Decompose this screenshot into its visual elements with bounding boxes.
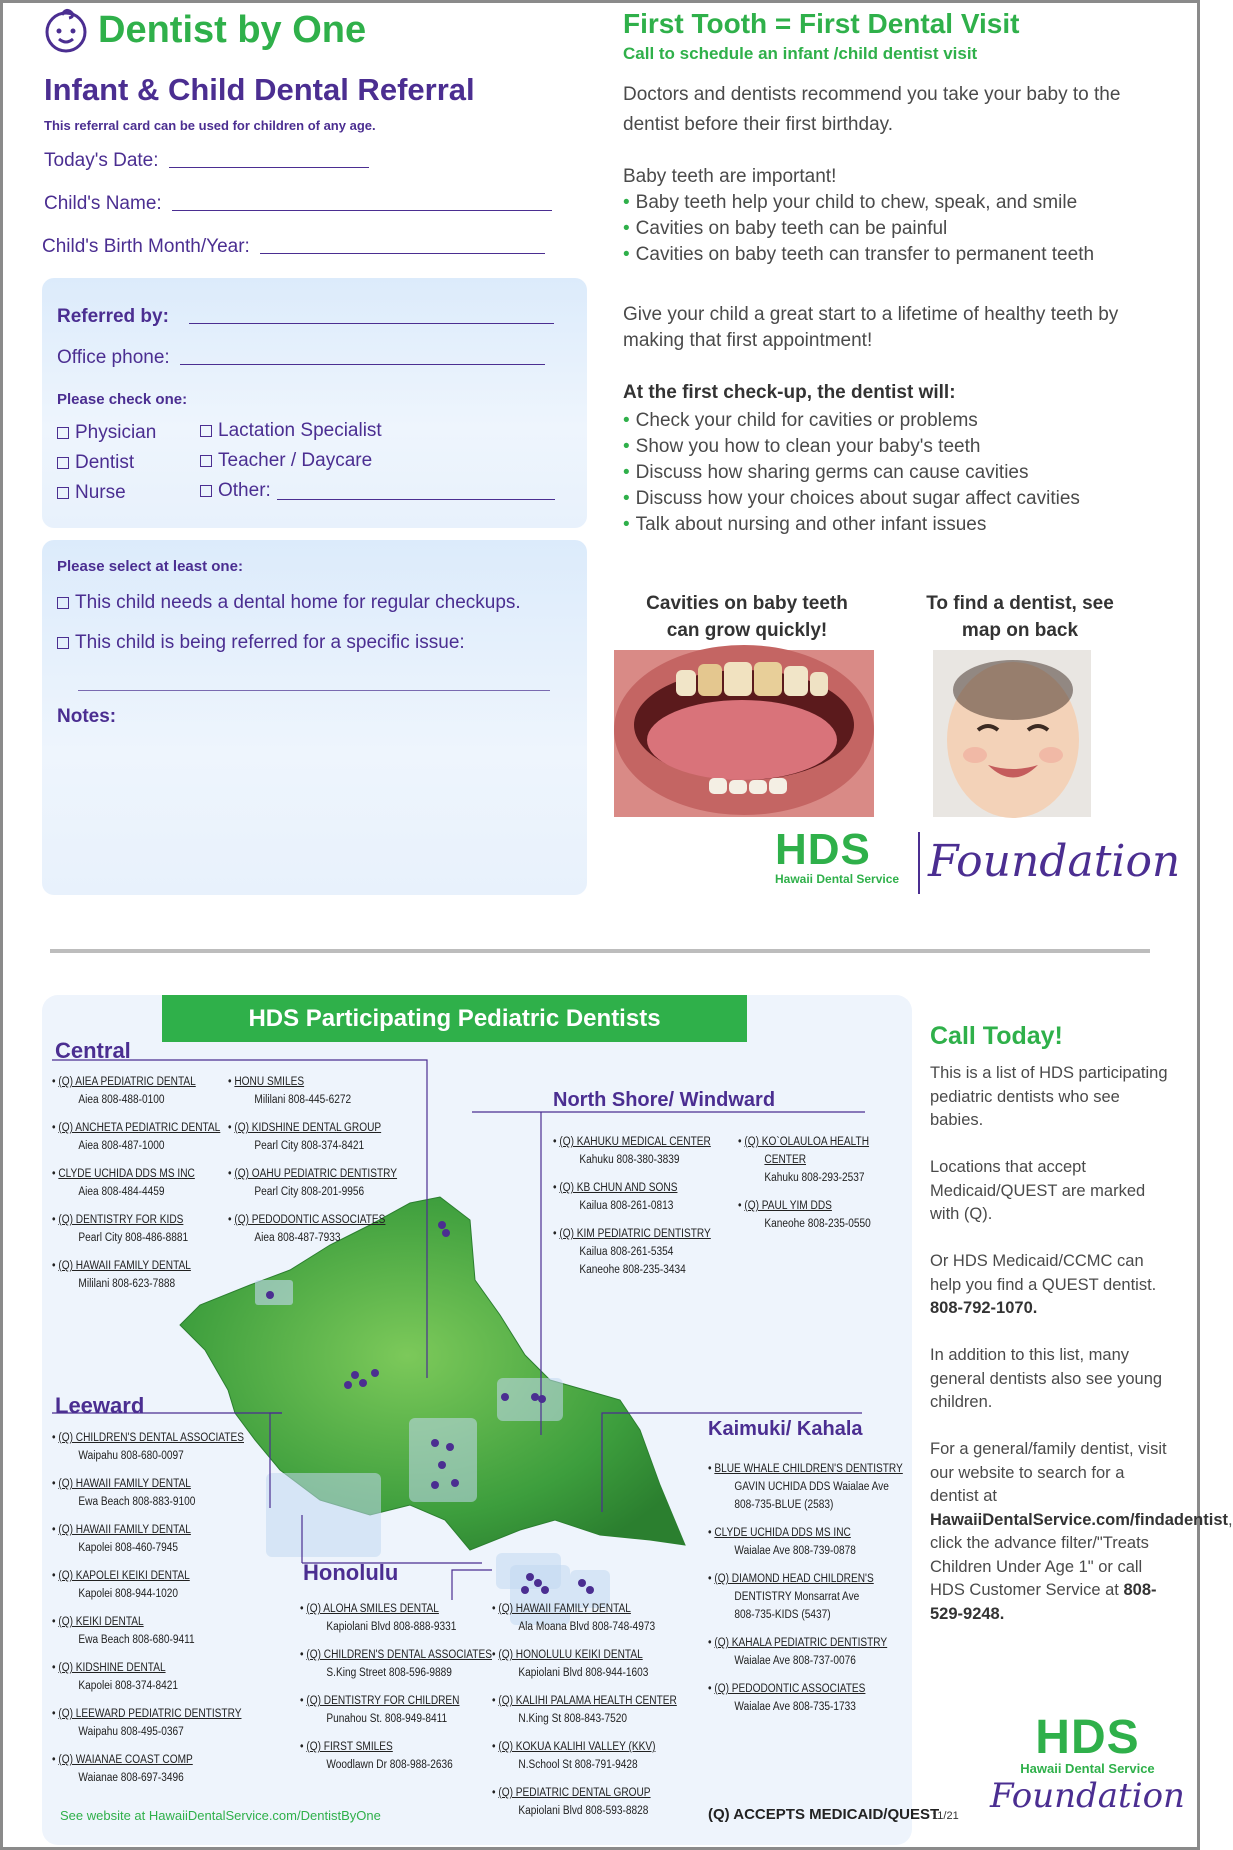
dentist-detail: Waialae Ave 808-739-0878 bbox=[734, 1545, 856, 1557]
foundation-wordmark: Foundation bbox=[928, 836, 1181, 887]
region-kaimuki: Kaimuki/ Kahala bbox=[708, 1418, 863, 1440]
list-item: • Cavities on baby teeth can transfer to permanent teeth bbox=[623, 244, 1095, 265]
north-right-list bbox=[738, 1133, 889, 1243]
dentist-name[interactable]: (Q) KOKUA KALIHI VALLEY (KKV) bbox=[498, 1741, 656, 1753]
option-physician[interactable] bbox=[57, 418, 156, 448]
dentist-name[interactable]: CLYDE UCHIDA DDS MS INC bbox=[58, 1168, 195, 1180]
select-heading: Please select at least one: bbox=[57, 558, 243, 575]
card-title: Infant & Child Dental Referral bbox=[44, 72, 475, 107]
dentist-name[interactable]: (Q) KAPOLEI KEIKI DENTAL bbox=[58, 1570, 190, 1582]
caption-line: To find a dentist, see bbox=[926, 593, 1114, 614]
dentist-name[interactable]: (Q) DENTISTRY FOR CHILDREN bbox=[306, 1695, 460, 1707]
list-item: • (Q) WAIANAE COAST COMP Waianae 808-697-3496 bbox=[52, 1751, 244, 1787]
region-north-shore: North Shore/ Windward bbox=[553, 1089, 776, 1111]
options-left bbox=[57, 418, 156, 508]
dentist-name[interactable]: (Q) DIAMOND HEAD CHILDREN'S bbox=[714, 1573, 874, 1585]
logo-divider bbox=[918, 832, 920, 894]
hds-subtitle: Hawaii Dental Service bbox=[1020, 1761, 1155, 1776]
great-start-line-1: Give your child a great start to a lifetime of healthy teeth by bbox=[623, 304, 1119, 325]
honolulu-right-list bbox=[492, 1600, 702, 1830]
notes-label: Notes: bbox=[57, 706, 117, 727]
dentist-name[interactable]: (Q) KO`OLAULOA HEALTH bbox=[744, 1136, 870, 1148]
option-nurse[interactable] bbox=[57, 478, 156, 508]
office-phone-line[interactable] bbox=[180, 364, 545, 365]
option-dental-home[interactable] bbox=[57, 592, 521, 614]
dentist-name[interactable]: (Q) DENTISTRY FOR KIDS bbox=[58, 1214, 184, 1226]
checkbox[interactable] bbox=[200, 485, 212, 497]
referred-by-label: Referred by: bbox=[57, 306, 169, 327]
option-label: Lactation Specialist bbox=[218, 420, 382, 441]
date-field[interactable] bbox=[44, 150, 369, 172]
dentist-name[interactable]: (Q) PEDODONTIC ASSOCIATES bbox=[234, 1214, 386, 1226]
dentist-detail: Waipahu 808-495-0367 bbox=[78, 1726, 184, 1738]
hds-subtitle: Hawaii Dental Service bbox=[775, 872, 900, 886]
dentist-detail: Mililani 808-445-6272 bbox=[254, 1094, 352, 1106]
dentist-detail: Aiea 808-487-1000 bbox=[78, 1140, 165, 1152]
dentist-name[interactable]: (Q) LEEWARD PEDIATRIC DENTISTRY bbox=[58, 1708, 242, 1720]
baby-photo bbox=[933, 650, 1091, 817]
dentist-detail: Pearl City 808-374-8421 bbox=[254, 1140, 365, 1152]
referred-by-field[interactable] bbox=[57, 306, 554, 328]
list-item: • (Q) KALIHI PALAMA HEALTH CENTER N.King St 808-843-7520 bbox=[492, 1692, 677, 1728]
list-item: • (Q) KIM PEDIATRIC DENTISTRY Kailua 808-261-5354 Kaneohe 808-235-3434 bbox=[553, 1225, 711, 1279]
dentist-detail: Waialae Ave 808-735-1733 bbox=[734, 1701, 856, 1713]
list-item: • (Q) FIRST SMILES Woodlawn Dr 808-988-2636 bbox=[300, 1738, 492, 1774]
dentist-name[interactable]: HONU SMILES bbox=[234, 1076, 305, 1088]
dentist-detail: Waianae 808-697-3496 bbox=[78, 1772, 184, 1784]
list-item-text: Talk about nursing and other infant issues bbox=[635, 514, 987, 535]
side-para-5 bbox=[930, 1438, 1233, 1626]
great-start-text bbox=[623, 302, 1118, 354]
dentist-detail: Pearl City 808-486-8881 bbox=[78, 1232, 189, 1244]
child-name-field[interactable] bbox=[44, 193, 552, 215]
find-dentist-url[interactable]: HawaiiDentalService.com/findadentist bbox=[930, 1510, 1229, 1529]
caption-line: map on back bbox=[961, 620, 1079, 641]
dentist-detail: Ala Moana Blvd 808-748-4973 bbox=[518, 1621, 656, 1633]
option-label: Other: bbox=[218, 480, 271, 501]
dentist-name[interactable]: (Q) ALOHA SMILES DENTAL bbox=[306, 1603, 439, 1615]
list-item: • (Q) HONOLULU KEIKI DENTAL Kapiolani Blvd 808-944-1603 bbox=[492, 1646, 677, 1682]
dentist-detail: Kapiolani Blvd 808-593-8828 bbox=[518, 1805, 649, 1817]
dentist-detail: Kaneohe 808-235-3434 bbox=[579, 1264, 686, 1276]
dentist-name[interactable]: (Q) PEDIATRIC DENTAL GROUP bbox=[498, 1787, 651, 1799]
other-line[interactable] bbox=[277, 499, 555, 500]
dentist-name[interactable]: (Q) KEIKI DENTAL bbox=[58, 1616, 144, 1628]
list-item: • (Q) KOKUA KALIHI VALLEY (KKV) N.School St 808-791-9428 bbox=[492, 1738, 677, 1774]
dentist-name[interactable]: (Q) KALIHI PALAMA HEALTH CENTER bbox=[498, 1695, 677, 1707]
list-item-text: Cavities on baby teeth can transfer to permanent teeth bbox=[635, 244, 1095, 265]
list-item: • (Q) LEEWARD PEDIATRIC DENTISTRY Waipahu 808-495-0367 bbox=[52, 1705, 244, 1741]
list-item-text: Check your child for cavities or problems bbox=[635, 410, 978, 431]
dentist-detail: Kahuku 808-380-3839 bbox=[579, 1154, 680, 1166]
dentist-detail: Kapiolani Blvd 808-888-9331 bbox=[326, 1621, 457, 1633]
dentist-name[interactable]: (Q) AIEA PEDIATRIC DENTAL bbox=[58, 1076, 196, 1088]
dentist-detail: Punahou St. 808-949-8411 bbox=[326, 1713, 448, 1725]
website-link[interactable]: See website at HawaiiDentalService.com/DentistByOne bbox=[60, 1808, 381, 1823]
list-item: • Discuss how your choices about sugar affect cavities bbox=[623, 488, 1080, 509]
dentist-name[interactable]: (Q) FIRST SMILES bbox=[306, 1741, 393, 1753]
dentist-name[interactable]: (Q) HAWAII FAMILY DENTAL bbox=[58, 1524, 191, 1536]
dentist-name[interactable]: (Q) WAIANAE COAST COMP bbox=[58, 1754, 193, 1766]
dentist-detail: S.King Street 808-596-9889 bbox=[326, 1667, 452, 1679]
dentist-name[interactable]: (Q) PAUL YIM DDS bbox=[744, 1200, 832, 1212]
list-item: • Cavities on baby teeth can be painful bbox=[623, 218, 948, 239]
checkup-heading: At the first check-up, the dentist will: bbox=[623, 382, 956, 403]
list-item: • (Q) DENTISTRY FOR CHILDREN Punahou St. 808-949-8411 bbox=[300, 1692, 492, 1728]
card-subtitle: This referral card can be used for children of any age. bbox=[44, 118, 376, 133]
baby-teeth-section bbox=[623, 164, 1094, 268]
dentist-name[interactable]: (Q) KIM PEDIATRIC DENTISTRY bbox=[559, 1228, 711, 1240]
list-item: • CLYDE UCHIDA DDS MS INC Aiea 808-484-4459 bbox=[52, 1165, 220, 1201]
list-item: • (Q) KO`OLAULOA HEALTH CENTER Kahuku 808-293-2537 bbox=[738, 1133, 871, 1187]
medicaid-phone[interactable]: 808-792-1070. bbox=[930, 1299, 1038, 1317]
checkbox[interactable] bbox=[200, 455, 212, 467]
checkbox[interactable] bbox=[57, 427, 69, 439]
list-item: • (Q) KAHUKU MEDICAL CENTER Kahuku 808-380-3839 bbox=[553, 1133, 711, 1169]
list-item: • (Q) DENTISTRY FOR KIDS Pearl City 808-486-8881 bbox=[52, 1211, 220, 1247]
option-other[interactable] bbox=[200, 476, 555, 506]
recommend-text bbox=[623, 80, 1120, 140]
caption-line: can grow quickly! bbox=[666, 620, 828, 641]
dentist-detail: Ewa Beach 808-883-9100 bbox=[78, 1496, 196, 1508]
list-item: • (Q) ALOHA SMILES DENTAL Kapiolani Blvd 808-888-9331 bbox=[300, 1600, 492, 1636]
region-leeward: Leeward bbox=[55, 1393, 145, 1418]
dentist-detail: 808-735-KIDS (5437) bbox=[734, 1609, 831, 1621]
first-tooth-heading: First Tooth = First Dental Visit bbox=[623, 8, 1020, 39]
option-dentist[interactable] bbox=[57, 448, 156, 478]
dentist-detail: GAVIN UCHIDA DDS Waialae Ave bbox=[734, 1481, 889, 1493]
foundation-wordmark: Foundation bbox=[990, 1776, 1185, 1816]
checkbox[interactable] bbox=[57, 487, 69, 499]
birth-line[interactable] bbox=[260, 253, 545, 254]
office-phone-field[interactable] bbox=[57, 347, 545, 369]
dentist-detail: Kahuku 808-293-2537 bbox=[764, 1172, 865, 1184]
date-label: Today's Date: bbox=[44, 150, 159, 171]
checkbox[interactable] bbox=[200, 425, 212, 437]
dentist-detail: N.School St 808-791-9428 bbox=[518, 1759, 638, 1771]
birth-field[interactable] bbox=[42, 236, 545, 258]
option-specific-issue[interactable] bbox=[57, 632, 465, 654]
dentist-name[interactable]: (Q) HAWAII FAMILY DENTAL bbox=[58, 1478, 191, 1490]
section-divider bbox=[50, 949, 1150, 953]
central-left-list bbox=[52, 1073, 243, 1303]
dentist-detail: Pearl City 808-201-9956 bbox=[254, 1186, 365, 1198]
baby-teeth-heading: Baby teeth are important! bbox=[623, 166, 837, 187]
cavities-photo bbox=[614, 650, 874, 817]
dentist-name[interactable]: BLUE WHALE CHILDREN'S DENTISTRY bbox=[714, 1463, 903, 1475]
dentist-detail: Mililani 808-623-7888 bbox=[78, 1278, 176, 1290]
side-para-3-text: Or HDS Medicaid/CCMC can help you find a QUEST dentist. bbox=[930, 1252, 1157, 1294]
list-item: • (Q) HAWAII FAMILY DENTAL Ala Moana Blvd 808-748-4973 bbox=[492, 1600, 677, 1636]
options-right bbox=[200, 416, 555, 506]
dentist-name[interactable]: (Q) HAWAII FAMILY DENTAL bbox=[498, 1603, 631, 1615]
north-left-list bbox=[553, 1133, 732, 1289]
list-item: • (Q) PAUL YIM DDS Kaneohe 808-235-0550 bbox=[738, 1197, 871, 1233]
list-item: • (Q) PEDODONTIC ASSOCIATES Waialae Ave 808-735-1733 bbox=[708, 1680, 903, 1716]
region-central: Central bbox=[55, 1038, 131, 1063]
dentist-name[interactable]: (Q) OAHU PEDIATRIC DENTISTRY bbox=[234, 1168, 398, 1180]
option-label: This child is being referred for a specific issue: bbox=[75, 632, 465, 653]
hds-wordmark: HDS bbox=[775, 825, 871, 874]
brand-title: Dentist by One bbox=[98, 8, 367, 51]
dentist-name[interactable]: (Q) HAWAII FAMILY DENTAL bbox=[58, 1260, 191, 1272]
cavities-caption bbox=[612, 590, 882, 644]
recommend-line-1: Doctors and dentists recommend you take your baby to the bbox=[623, 84, 1121, 105]
dentist-name[interactable]: (Q) CHILDREN'S DENTAL ASSOCIATES bbox=[306, 1649, 492, 1661]
list-item: • Check your child for cavities or problems bbox=[623, 410, 978, 431]
side-para-2: Locations that accept Medicaid/QUEST are marked with (Q). bbox=[930, 1158, 1146, 1223]
list-item: • (Q) KIDSHINE DENTAL Kapolei 808-374-8421 bbox=[52, 1659, 244, 1695]
side-para-5-text: For a general/family dentist, visit our website to search for a dentist at bbox=[930, 1440, 1167, 1505]
dentist-name[interactable]: (Q) KIDSHINE DENTAL GROUP bbox=[234, 1122, 382, 1134]
list-item: • (Q) DIAMOND HEAD CHILDREN'S DENTISTRY Monsarrat Ave 808-735-KIDS (5437) bbox=[708, 1570, 903, 1624]
list-item-text: Discuss how your choices about sugar affect cavities bbox=[635, 488, 1080, 509]
list-item: • Talk about nursing and other infant issues bbox=[623, 514, 987, 535]
dentist-name[interactable]: (Q) HONOLULU KEIKI DENTAL bbox=[498, 1649, 643, 1661]
caption-line: Cavities on baby teeth bbox=[646, 593, 848, 614]
accepts-medicaid-note: (Q) ACCEPTS MEDICAID/QUEST bbox=[708, 1806, 940, 1823]
call-subheading: Call to schedule an infant /child dentist visit bbox=[623, 44, 978, 63]
list-item-text: Discuss how sharing germs can cause cavities bbox=[635, 462, 1029, 483]
dentist-detail: Ewa Beach 808-680-9411 bbox=[78, 1634, 195, 1646]
dentist-detail: Kailua 808-261-0813 bbox=[579, 1200, 674, 1212]
leeward-list bbox=[52, 1429, 270, 1797]
hds-logo-bottom bbox=[990, 1711, 1185, 1816]
list-item: • (Q) HAWAII FAMILY DENTAL Kapolei 808-460-7945 bbox=[52, 1521, 244, 1557]
central-right-list bbox=[228, 1073, 420, 1257]
list-item: • HONU SMILES Mililani 808-445-6272 bbox=[228, 1073, 397, 1109]
list-item: • (Q) KAHALA PEDIATRIC DENTISTRY Waialae Ave 808-737-0076 bbox=[708, 1634, 903, 1670]
list-item: • Baby teeth help your child to chew, speak, and smile bbox=[623, 192, 1078, 213]
list-item: • (Q) ANCHETA PEDIATRIC DENTAL Aiea 808-487-1000 bbox=[52, 1119, 220, 1155]
list-item: • Discuss how sharing germs can cause cavities bbox=[623, 462, 1029, 483]
find-dentist-caption bbox=[915, 590, 1125, 644]
option-teacher[interactable] bbox=[200, 446, 555, 476]
birth-label: Child's Birth Month/Year: bbox=[42, 236, 250, 257]
list-item: • (Q) KEIKI DENTAL Ewa Beach 808-680-9411 bbox=[52, 1613, 244, 1649]
list-item: • (Q) KB CHUN AND SONS Kailua 808-261-0813 bbox=[553, 1179, 711, 1215]
option-label: Teacher / Daycare bbox=[218, 450, 373, 471]
list-item-text: Cavities on baby teeth can be painful bbox=[635, 218, 948, 239]
check-one-label: Please check one: bbox=[57, 391, 188, 408]
checkbox[interactable] bbox=[57, 457, 69, 469]
list-item: • (Q) CHILDREN'S DENTAL ASSOCIATES Waipahu 808-680-0097 bbox=[52, 1429, 244, 1465]
hds-wordmark: HDS bbox=[1035, 1711, 1140, 1764]
dentist-name[interactable]: (Q) KAHALA PEDIATRIC DENTISTRY bbox=[714, 1637, 888, 1649]
list-item: • (Q) KIDSHINE DENTAL GROUP Pearl City 808-374-8421 bbox=[228, 1119, 397, 1155]
list-item: • BLUE WHALE CHILDREN'S DENTISTRY GAVIN UCHIDA DDS Waialae Ave 808-735-BLUE (2583) bbox=[708, 1460, 903, 1514]
map-banner: HDS Participating Pediatric Dentists bbox=[162, 995, 747, 1042]
dentist-detail: Woodlawn Dr 808-988-2636 bbox=[326, 1759, 453, 1771]
dentist-detail: Kailua 808-261-5354 bbox=[579, 1246, 674, 1258]
list-item: • CLYDE UCHIDA DDS MS INC Waialae Ave 808-739-0878 bbox=[708, 1524, 903, 1560]
list-item: • (Q) HAWAII FAMILY DENTAL Ewa Beach 808-883-9100 bbox=[52, 1475, 244, 1511]
call-today-heading: Call Today! bbox=[930, 1022, 1063, 1050]
child-name-line[interactable] bbox=[172, 210, 552, 211]
list-item: • (Q) OAHU PEDIATRIC DENTISTRY Pearl City 808-201-9956 bbox=[228, 1165, 397, 1201]
dentist-name[interactable]: (Q) PEDODONTIC ASSOCIATES bbox=[714, 1683, 866, 1695]
checkbox[interactable] bbox=[57, 597, 69, 609]
dentist-detail: Aiea 808-484-4459 bbox=[78, 1186, 165, 1198]
side-para-1: This is a list of HDS participating pediatric dentists who see babies. bbox=[930, 1064, 1168, 1129]
dentist-name[interactable]: (Q) KAHUKU MEDICAL CENTER bbox=[559, 1136, 711, 1148]
dentist-detail: Kapolei 808-944-1020 bbox=[78, 1588, 179, 1600]
dentist-detail: 808-735-BLUE (2583) bbox=[734, 1499, 834, 1511]
honolulu-left-list bbox=[300, 1600, 518, 1784]
list-item: • (Q) CHILDREN'S DENTAL ASSOCIATES S.King Street 808-596-9889 bbox=[300, 1646, 492, 1682]
dentist-name[interactable]: (Q) KB CHUN AND SONS bbox=[559, 1182, 678, 1194]
dentist-detail: Aiea 808-488-0100 bbox=[78, 1094, 165, 1106]
child-name-label: Child's Name: bbox=[44, 193, 162, 214]
dentist-detail: Waipahu 808-680-0097 bbox=[78, 1450, 184, 1462]
list-item: • (Q) HAWAII FAMILY DENTAL Mililani 808-623-7888 bbox=[52, 1257, 220, 1293]
customer-service-phone[interactable]: 808-529-9248. bbox=[930, 1581, 1157, 1623]
office-phone-label: Office phone: bbox=[57, 347, 170, 368]
dentist-name[interactable]: CLYDE UCHIDA DDS MS INC bbox=[714, 1527, 851, 1539]
dentist-detail: N.King St 808-843-7520 bbox=[518, 1713, 627, 1725]
list-item: • (Q) PEDIATRIC DENTAL GROUP Kapiolani Blvd 808-593-8828 bbox=[492, 1784, 677, 1820]
checkbox[interactable] bbox=[57, 637, 69, 649]
side-para-3 bbox=[930, 1250, 1170, 1321]
option-lactation[interactable] bbox=[200, 416, 555, 446]
dentist-detail: DENTISTRY Monsarrat Ave bbox=[734, 1591, 860, 1603]
recommend-line-2: dentist before their first birthday. bbox=[623, 114, 893, 135]
dentist-detail: Aiea 808-487-7933 bbox=[254, 1232, 341, 1244]
date-line[interactable] bbox=[169, 167, 369, 168]
dentist-name[interactable]: (Q) ANCHETA PEDIATRIC DENTAL bbox=[58, 1122, 221, 1134]
option-label: Physician bbox=[75, 422, 157, 443]
side-para-5-text-2: , click the advance filter/"Treats Children Under Age 1" or call HDS Customer Service at bbox=[930, 1510, 1233, 1599]
dentist-detail: Kapolei 808-460-7945 bbox=[78, 1542, 179, 1554]
list-item: • (Q) PEDODONTIC ASSOCIATES Aiea 808-487-7933 bbox=[228, 1211, 397, 1247]
option-label: This child needs a dental home for regular checkups. bbox=[75, 592, 521, 613]
side-para-4: In addition to this list, many general dentists also see young children. bbox=[930, 1346, 1163, 1411]
date-code: 11/21 bbox=[932, 1810, 959, 1822]
dentist-detail: Waialae Ave 808-737-0076 bbox=[734, 1655, 856, 1667]
baby-face-icon bbox=[42, 6, 90, 54]
region-honolulu: Honolulu bbox=[303, 1560, 399, 1585]
list-item: • (Q) KAPOLEI KEIKI DENTAL Kapolei 808-944-1020 bbox=[52, 1567, 244, 1603]
great-start-line-2: making that first appointment! bbox=[623, 330, 873, 351]
option-label: Dentist bbox=[75, 452, 135, 473]
list-item: • Show you how to clean your baby's teeth bbox=[623, 436, 981, 457]
option-label: Nurse bbox=[75, 482, 126, 503]
dentist-name[interactable]: (Q) CHILDREN'S DENTAL ASSOCIATES bbox=[58, 1432, 244, 1444]
referred-by-line[interactable] bbox=[189, 323, 554, 324]
dentist-detail: Kapiolani Blvd 808-944-1603 bbox=[518, 1667, 649, 1679]
list-item: • (Q) AIEA PEDIATRIC DENTAL Aiea 808-488-0100 bbox=[52, 1073, 220, 1109]
list-item-text: Show you how to clean your baby's teeth bbox=[635, 436, 981, 457]
dentist-detail: Kapolei 808-374-8421 bbox=[78, 1680, 179, 1692]
brand bbox=[42, 6, 366, 54]
dentist-name[interactable]: (Q) KIDSHINE DENTAL bbox=[58, 1662, 166, 1674]
checkup-section bbox=[623, 380, 1080, 538]
dentist-name-cont[interactable]: CENTER bbox=[764, 1154, 807, 1166]
kaimuki-list bbox=[708, 1460, 929, 1726]
list-item-text: Baby teeth help your child to chew, speak, and smile bbox=[635, 192, 1078, 213]
dentist-detail: Kaneohe 808-235-0550 bbox=[764, 1218, 871, 1230]
issue-line[interactable] bbox=[78, 690, 550, 691]
hds-logo-top bbox=[775, 825, 900, 886]
